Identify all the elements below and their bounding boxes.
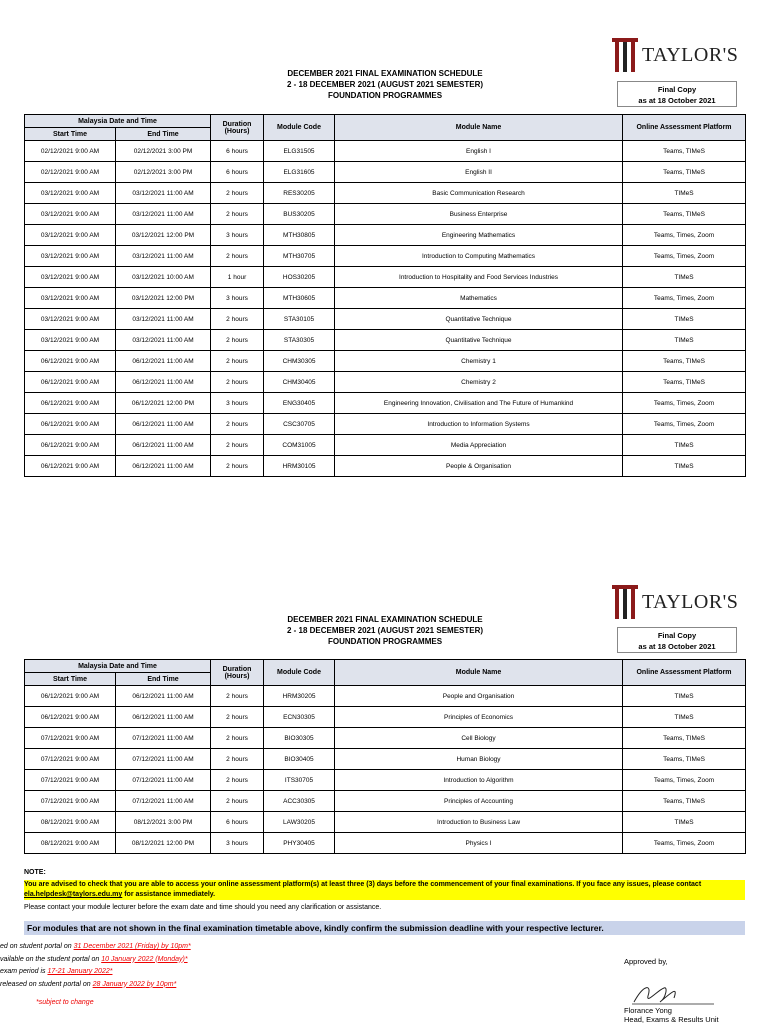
title-line-1: DECEMBER 2021 FINAL EXAMINATION SCHEDULE: [287, 615, 483, 624]
platform-cell: Teams, TIMeS: [623, 749, 746, 770]
platform-cell: TIMeS: [623, 183, 746, 204]
final-copy-box: [617, 81, 737, 107]
start-time-cell: 03/12/2021 9:00 AM: [25, 267, 116, 288]
end-time-header: End Time: [116, 128, 211, 141]
end-time-header: End Time: [116, 673, 211, 686]
start-time-cell: 06/12/2021 9:00 AM: [25, 372, 116, 393]
end-time-cell: 07/12/2021 11:00 AM: [116, 728, 211, 749]
submission-notice-bar: For modules that are not shown in the final examination timetable above, kindly confirm the submission deadline with your respective lecturer.: [24, 921, 745, 935]
final-copy-box-2: [617, 627, 737, 653]
end-time-cell: 03/12/2021 11:00 AM: [116, 330, 211, 351]
platform-cell: Teams, Times, Zoom: [623, 288, 746, 309]
date-value: 28 January 2022 by 10pm*: [92, 980, 177, 988]
title-line-3: FOUNDATION PROGRAMMES: [327, 637, 443, 646]
platform-cell: Teams, Times, Zoom: [623, 393, 746, 414]
module-code-cell: ECN30305: [264, 707, 335, 728]
note-contact: Please contact your module lecturer before the exam date and time should you need any clarification or assistance.: [24, 904, 382, 911]
end-time-cell: 03/12/2021 11:00 AM: [116, 204, 211, 225]
end-time-cell: 07/12/2021 11:00 AM: [116, 791, 211, 812]
end-time-cell: 06/12/2021 11:00 AM: [116, 414, 211, 435]
taylors-logo: [612, 38, 738, 72]
module-code-cell: ITS30705: [264, 770, 335, 791]
module-name-cell: Engineering Innovation, Civilisation and The Future of Humankind: [335, 393, 623, 414]
schedule-title: [230, 68, 540, 101]
duration-cell: 2 hours: [211, 330, 264, 351]
note-advice: [24, 880, 745, 900]
module-code-cell: CHM30305: [264, 351, 335, 372]
module-name-cell: Business Enterprise: [335, 204, 623, 225]
module-code-cell: ELG31605: [264, 162, 335, 183]
module-code-cell: RES30205: [264, 183, 335, 204]
module-name-cell: English II: [335, 162, 623, 183]
end-time-cell: 03/12/2021 11:00 AM: [116, 309, 211, 330]
taylors-logo-2: [612, 585, 738, 619]
duration-cell: 1 hour: [211, 267, 264, 288]
exam-table-2: [24, 659, 746, 854]
module-name-cell: Introduction to Information Systems: [335, 414, 623, 435]
end-time-cell: 06/12/2021 11:00 AM: [116, 707, 211, 728]
module-code-cell: ELG31505: [264, 141, 335, 162]
end-time-cell: 02/12/2021 3:00 PM: [116, 162, 211, 183]
date-label: vailable on the student portal on: [0, 955, 102, 963]
date-label: ed on student portal on: [0, 943, 74, 950]
module-code-cell: HOS30205: [264, 267, 335, 288]
platform-cell: Teams, Times, Zoom: [623, 225, 746, 246]
start-time-cell: 06/12/2021 9:00 AM: [25, 456, 116, 477]
table-row: [25, 309, 746, 330]
start-time-cell: 06/12/2021 9:00 AM: [25, 393, 116, 414]
table-row: [25, 749, 746, 770]
module-name-header: Module Name: [335, 660, 623, 686]
module-name-cell: Introduction to Computing Mathematics: [335, 246, 623, 267]
platform-cell: TIMeS: [623, 309, 746, 330]
platform-cell: Teams, TIMeS: [623, 728, 746, 749]
table-row: [25, 414, 746, 435]
module-code-cell: ENG30405: [264, 393, 335, 414]
duration-cell: 6 hours: [211, 162, 264, 183]
end-time-cell: 08/12/2021 3:00 PM: [116, 812, 211, 833]
table-row: [25, 204, 746, 225]
duration-cell: 2 hours: [211, 707, 264, 728]
start-time-cell: 03/12/2021 9:00 AM: [25, 225, 116, 246]
module-name-cell: Introduction to Business Law: [335, 812, 623, 833]
module-name-cell: Engineering Mathematics: [335, 225, 623, 246]
taylors-crest-icon: [612, 38, 638, 72]
signature-image: [630, 980, 720, 1008]
title-line-2: 2 - 18 DECEMBER 2021 (AUGUST 2021 SEMESTER): [286, 626, 484, 635]
platform-cell: TIMeS: [623, 330, 746, 351]
subject-to-change-note: *subject to change: [36, 999, 94, 1006]
module-name-cell: Physics I: [335, 833, 623, 854]
start-time-cell: 07/12/2021 9:00 AM: [25, 728, 116, 749]
end-time-cell: 07/12/2021 11:00 AM: [116, 770, 211, 791]
table-row: [25, 330, 746, 351]
title-line-1: DECEMBER 2021 FINAL EXAMINATION SCHEDULE: [287, 69, 483, 78]
module-name-cell: Cell Biology: [335, 728, 623, 749]
module-name-cell: People & Organisation: [335, 456, 623, 477]
platform-cell: Teams, TIMeS: [623, 372, 746, 393]
module-code-cell: MTH30805: [264, 225, 335, 246]
platform-cell: TIMeS: [623, 686, 746, 707]
end-time-cell: 03/12/2021 11:00 AM: [116, 246, 211, 267]
module-name-cell: Introduction to Algorithm: [335, 770, 623, 791]
final-copy-label: Final Copy: [657, 631, 697, 640]
module-name-cell: Basic Communication Research: [335, 183, 623, 204]
start-time-cell: 03/12/2021 9:00 AM: [25, 183, 116, 204]
platform-cell: Teams, TIMeS: [623, 351, 746, 372]
start-time-cell: 06/12/2021 9:00 AM: [25, 414, 116, 435]
duration-cell: 2 hours: [211, 246, 264, 267]
module-code-cell: ACC30305: [264, 791, 335, 812]
module-name-cell: Principles of Economics: [335, 707, 623, 728]
brand-name: TAYLOR'S: [642, 43, 739, 66]
module-code-cell: LAW30205: [264, 812, 335, 833]
duration-cell: 2 hours: [211, 204, 264, 225]
start-time-cell: 06/12/2021 9:00 AM: [25, 686, 116, 707]
duration-cell: 6 hours: [211, 141, 264, 162]
platform-cell: Teams, Times, Zoom: [623, 414, 746, 435]
start-time-cell: 02/12/2021 9:00 AM: [25, 141, 116, 162]
duration-cell: 3 hours: [211, 393, 264, 414]
module-code-cell: MTH30705: [264, 246, 335, 267]
platform-header: Online Assessment Platform: [623, 660, 746, 686]
duration-cell: 2 hours: [211, 728, 264, 749]
module-name-cell: Human Biology: [335, 749, 623, 770]
end-time-cell: 06/12/2021 11:00 AM: [116, 686, 211, 707]
end-time-cell: 06/12/2021 11:00 AM: [116, 372, 211, 393]
approved-by-label: Approved by,: [624, 957, 668, 966]
duration-cell: 2 hours: [211, 351, 264, 372]
start-time-cell: 08/12/2021 9:00 AM: [25, 812, 116, 833]
duration-cell: 2 hours: [211, 686, 264, 707]
table-row: [25, 141, 746, 162]
end-time-cell: 07/12/2021 11:00 AM: [116, 749, 211, 770]
module-code-header: Module Code: [264, 660, 335, 686]
start-time-cell: 03/12/2021 9:00 AM: [25, 309, 116, 330]
duration-cell: 2 hours: [211, 309, 264, 330]
module-name-cell: Chemistry 2: [335, 372, 623, 393]
table-row: [25, 456, 746, 477]
module-name-cell: Introduction to Hospitality and Food Services Industries: [335, 267, 623, 288]
title-line-3: FOUNDATION PROGRAMMES: [327, 91, 443, 100]
module-code-cell: BUS30205: [264, 204, 335, 225]
start-time-cell: 02/12/2021 9:00 AM: [25, 162, 116, 183]
date-line-2: [0, 954, 191, 967]
approver-block: [624, 1006, 719, 1024]
platform-cell: Teams, TIMeS: [623, 162, 746, 183]
start-time-cell: 03/12/2021 9:00 AM: [25, 288, 116, 309]
module-code-cell: STA30305: [264, 330, 335, 351]
platform-cell: Teams, Times, Zoom: [623, 770, 746, 791]
module-code-header: Module Code: [264, 115, 335, 141]
end-time-cell: 06/12/2021 11:00 AM: [116, 351, 211, 372]
start-time-cell: 03/12/2021 9:00 AM: [25, 330, 116, 351]
start-time-cell: 07/12/2021 9:00 AM: [25, 770, 116, 791]
duration-cell: 3 hours: [211, 225, 264, 246]
result-dates: [0, 941, 191, 991]
module-name-cell: Media Appreciation: [335, 435, 623, 456]
start-time-cell: 06/12/2021 9:00 AM: [25, 707, 116, 728]
start-time-cell: 06/12/2021 9:00 AM: [25, 351, 116, 372]
table-row: [25, 267, 746, 288]
duration-header: Duration (Hours): [211, 660, 264, 686]
end-time-cell: 03/12/2021 11:00 AM: [116, 183, 211, 204]
table-row: [25, 833, 746, 854]
duration-cell: 3 hours: [211, 288, 264, 309]
end-time-cell: 08/12/2021 12:00 PM: [116, 833, 211, 854]
start-time-cell: 06/12/2021 9:00 AM: [25, 435, 116, 456]
brand-name: TAYLOR'S: [642, 590, 739, 613]
start-time-header: Start Time: [25, 128, 116, 141]
table-row: [25, 288, 746, 309]
module-name-cell: People and Organisation: [335, 686, 623, 707]
start-time-cell: 07/12/2021 9:00 AM: [25, 749, 116, 770]
date-value: 17-21 January 2022*: [47, 968, 113, 975]
duration-cell: 2 hours: [211, 791, 264, 812]
final-copy-label: Final Copy: [657, 85, 697, 94]
end-time-cell: 03/12/2021 12:00 PM: [116, 225, 211, 246]
duration-cell: 2 hours: [211, 183, 264, 204]
duration-cell: 2 hours: [211, 749, 264, 770]
start-time-header: Start Time: [25, 673, 116, 686]
date-line-3: [0, 966, 191, 979]
end-time-cell: 06/12/2021 12:00 PM: [116, 393, 211, 414]
module-name-cell: Quantitative Technique: [335, 330, 623, 351]
date-line-1: [0, 941, 191, 954]
duration-header: Duration (Hours): [211, 115, 264, 141]
module-code-cell: CSC30705: [264, 414, 335, 435]
duration-cell: 2 hours: [211, 770, 264, 791]
table-row: [25, 183, 746, 204]
module-code-cell: STA30105: [264, 309, 335, 330]
advice-text: You are advised to check that you are able to access your online assessment platform(s) at least three (3) days before the commencement of your final examinations. If you face any issues, please contact: [24, 881, 702, 888]
module-code-cell: CHM30405: [264, 372, 335, 393]
end-time-cell: 06/12/2021 11:00 AM: [116, 456, 211, 477]
table-row: [25, 770, 746, 791]
module-code-cell: HRM30205: [264, 686, 335, 707]
platform-header: Online Assessment Platform: [623, 115, 746, 141]
platform-cell: TIMeS: [623, 456, 746, 477]
approver-role: Head, Exams & Results Unit: [624, 1015, 719, 1024]
end-time-cell: 03/12/2021 10:00 AM: [116, 267, 211, 288]
exam-table-1: [24, 114, 746, 477]
platform-cell: Teams, TIMeS: [623, 204, 746, 225]
as-at-date: as at 18 October 2021: [638, 642, 716, 651]
date-label: released on student portal on: [0, 980, 93, 988]
module-name-cell: Mathematics: [335, 288, 623, 309]
table-row: [25, 728, 746, 749]
as-at-date: as at 18 October 2021: [638, 96, 716, 105]
table-row: [25, 351, 746, 372]
date-value: 10 January 2022 (Monday)*: [101, 955, 188, 963]
duration-cell: 2 hours: [211, 456, 264, 477]
platform-cell: Teams, TIMeS: [623, 791, 746, 812]
start-time-cell: 07/12/2021 9:00 AM: [25, 791, 116, 812]
duration-cell: 2 hours: [211, 435, 264, 456]
platform-cell: TIMeS: [623, 707, 746, 728]
end-time-cell: 02/12/2021 3:00 PM: [116, 141, 211, 162]
module-code-cell: MTH30605: [264, 288, 335, 309]
platform-cell: TIMeS: [623, 435, 746, 456]
platform-cell: Teams, TIMeS: [623, 141, 746, 162]
start-time-cell: 08/12/2021 9:00 AM: [25, 833, 116, 854]
advice-text-2: for assistance immediately.: [122, 891, 216, 898]
module-name-cell: English I: [335, 141, 623, 162]
module-code-cell: HRM30105: [264, 456, 335, 477]
duration-cell: 2 hours: [211, 372, 264, 393]
malaysia-date-time-header: Malaysia Date and Time: [25, 115, 211, 128]
module-name-cell: Principles of Accounting: [335, 791, 623, 812]
table-row: [25, 372, 746, 393]
approver-name: Florance Yong: [624, 1006, 672, 1015]
module-code-cell: BIO30405: [264, 749, 335, 770]
date-line-4: [0, 979, 191, 992]
table-row: [25, 707, 746, 728]
table-row: [25, 246, 746, 267]
module-code-cell: BIO30305: [264, 728, 335, 749]
module-name-cell: Chemistry 1: [335, 351, 623, 372]
start-time-cell: 03/12/2021 9:00 AM: [25, 246, 116, 267]
table-row: [25, 393, 746, 414]
module-name-cell: Quantitative Technique: [335, 309, 623, 330]
duration-cell: 6 hours: [211, 812, 264, 833]
module-name-header: Module Name: [335, 115, 623, 141]
date-value: 31 December 2021 (Friday) by 10pm*: [73, 943, 191, 950]
table-row: [25, 225, 746, 246]
table-row: [25, 162, 746, 183]
table-row: [25, 435, 746, 456]
schedule-title-2: [230, 614, 540, 647]
platform-cell: Teams, Times, Zoom: [623, 833, 746, 854]
platform-cell: TIMeS: [623, 267, 746, 288]
platform-cell: Teams, Times, Zoom: [623, 246, 746, 267]
platform-cell: TIMeS: [623, 812, 746, 833]
table-row: [25, 791, 746, 812]
module-code-cell: COM31005: [264, 435, 335, 456]
duration-cell: 3 hours: [211, 833, 264, 854]
taylors-crest-icon: [612, 585, 638, 619]
helpdesk-email-link[interactable]: ela.helpdesk@taylors.edu.my: [24, 891, 123, 898]
end-time-cell: 06/12/2021 11:00 AM: [116, 435, 211, 456]
table-row: [25, 686, 746, 707]
module-code-cell: PHY30405: [264, 833, 335, 854]
duration-cell: 2 hours: [211, 414, 264, 435]
note-label: NOTE:: [24, 869, 46, 876]
date-label: exam period is: [0, 968, 48, 975]
table-row: [25, 812, 746, 833]
title-line-2: 2 - 18 DECEMBER 2021 (AUGUST 2021 SEMESTER): [286, 80, 484, 89]
end-time-cell: 03/12/2021 12:00 PM: [116, 288, 211, 309]
start-time-cell: 03/12/2021 9:00 AM: [25, 204, 116, 225]
malaysia-date-time-header: Malaysia Date and Time: [25, 660, 211, 673]
